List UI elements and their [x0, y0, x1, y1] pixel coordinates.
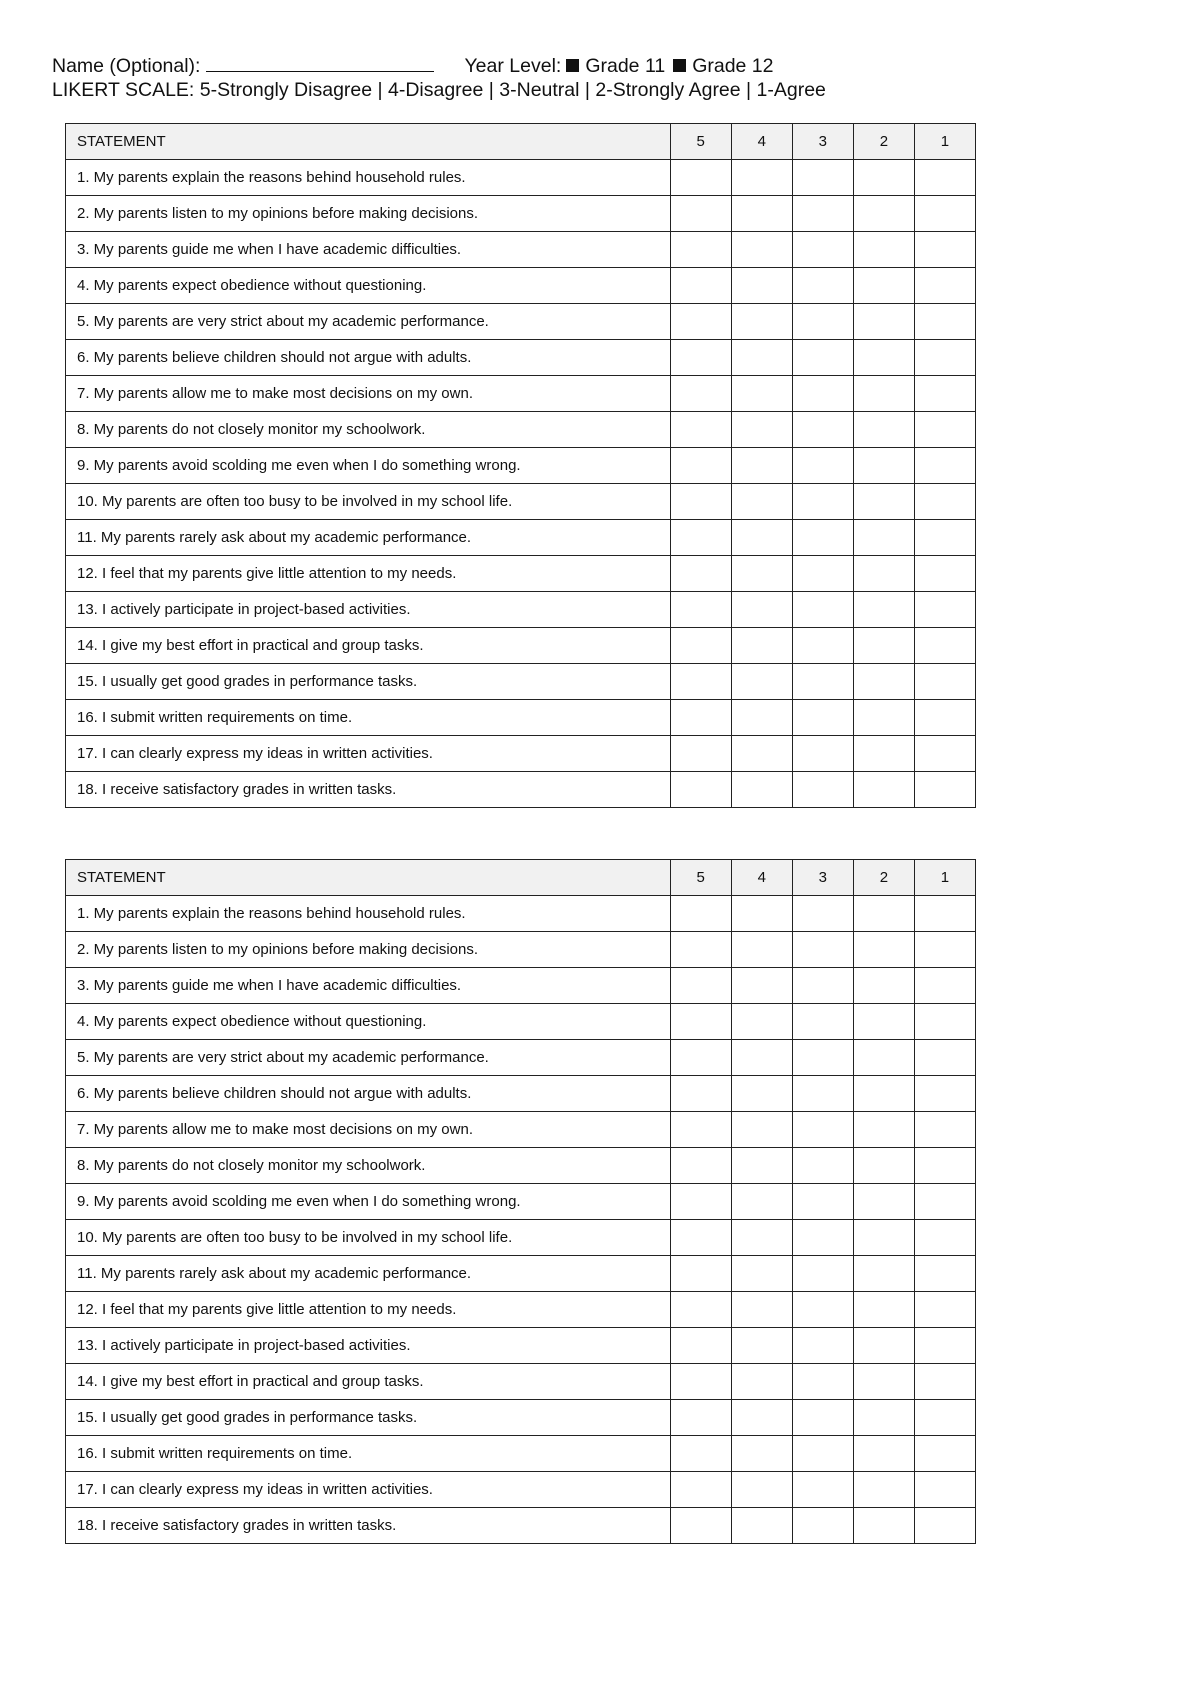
rating-2-cell[interactable] — [853, 1148, 914, 1184]
rating-4-cell[interactable] — [731, 736, 792, 772]
statement-column-header: STATEMENT — [66, 124, 671, 160]
table-row — [66, 1220, 976, 1256]
rating-4-cell[interactable] — [731, 932, 792, 968]
likert-table-2 — [65, 859, 976, 1544]
statement-text: 7. My parents allow me to make most decisions on my own. — [66, 1112, 671, 1148]
rating-2-cell[interactable] — [853, 376, 914, 412]
rating-1-cell[interactable] — [914, 664, 975, 700]
rating-3-cell[interactable] — [792, 772, 853, 808]
rating-3-cell[interactable] — [792, 304, 853, 340]
rating-1-cell[interactable] — [914, 700, 975, 736]
rating-1-cell[interactable] — [914, 340, 975, 376]
statement-text: 2. My parents listen to my opinions before making decisions. — [66, 196, 671, 232]
rating-1-cell[interactable] — [914, 520, 975, 556]
rating-5-cell[interactable] — [670, 1508, 731, 1544]
rating-5-cell[interactable] — [670, 1364, 731, 1400]
table-row — [66, 232, 976, 268]
table-row — [66, 1292, 976, 1328]
rating-3-cell[interactable] — [792, 160, 853, 196]
statement-text: 3. My parents guide me when I have academic difficulties. — [66, 232, 671, 268]
likert-scale-legend: LIKERT SCALE: 5-Strongly Disagree | 4-Disagree | 3-Neutral | 2-Strongly Agree | 1-Agree — [52, 79, 826, 101]
rating-4-cell[interactable] — [731, 592, 792, 628]
rating-1-cell[interactable] — [914, 736, 975, 772]
table-row — [66, 1112, 976, 1148]
rating-3-cell[interactable] — [792, 376, 853, 412]
table-row — [66, 896, 976, 932]
table-header-row — [66, 124, 976, 160]
rating-3-cell[interactable] — [792, 1364, 853, 1400]
rating-1-column-header: 1 — [914, 124, 975, 160]
statement-text: 13. I actively participate in project-based activities. — [66, 1328, 671, 1364]
statement-text: 18. I receive satisfactory grades in written tasks. — [66, 772, 671, 808]
rating-5-cell[interactable] — [670, 412, 731, 448]
rating-2-cell[interactable] — [853, 1400, 914, 1436]
rating-5-cell[interactable] — [670, 1112, 731, 1148]
table-row — [66, 1436, 976, 1472]
name-label: Name (Optional): — [52, 55, 201, 77]
rating-1-cell[interactable] — [914, 232, 975, 268]
rating-4-cell[interactable] — [731, 556, 792, 592]
grade-12-checkbox[interactable] — [673, 59, 686, 72]
rating-3-cell[interactable] — [792, 700, 853, 736]
rating-5-cell[interactable] — [670, 968, 731, 1004]
rating-2-cell[interactable] — [853, 1040, 914, 1076]
likert-table-1 — [65, 123, 976, 808]
table-row — [66, 448, 976, 484]
table-row — [66, 1364, 976, 1400]
table-row — [66, 520, 976, 556]
rating-3-cell[interactable] — [792, 1112, 853, 1148]
rating-3-cell[interactable] — [792, 1472, 853, 1508]
statement-column-header: STATEMENT — [66, 860, 671, 896]
rating-2-cell[interactable] — [853, 268, 914, 304]
rating-2-cell[interactable] — [853, 448, 914, 484]
table-row — [66, 736, 976, 772]
rating-1-cell[interactable] — [914, 592, 975, 628]
rating-2-cell[interactable] — [853, 1076, 914, 1112]
table-row — [66, 1004, 976, 1040]
statement-text: 5. My parents are very strict about my academic performance. — [66, 1040, 671, 1076]
rating-2-cell[interactable] — [853, 1508, 914, 1544]
table-row — [66, 484, 976, 520]
statement-text: 4. My parents expect obedience without questioning. — [66, 1004, 671, 1040]
rating-3-cell[interactable] — [792, 232, 853, 268]
rating-2-cell[interactable] — [853, 1184, 914, 1220]
rating-2-cell[interactable] — [853, 160, 914, 196]
rating-2-cell[interactable] — [853, 340, 914, 376]
rating-4-cell[interactable] — [731, 412, 792, 448]
rating-2-cell[interactable] — [853, 520, 914, 556]
table-row — [66, 376, 976, 412]
rating-5-cell[interactable] — [670, 628, 731, 664]
statement-text: 15. I usually get good grades in performance tasks. — [66, 664, 671, 700]
rating-5-cell[interactable] — [670, 664, 731, 700]
rating-4-cell[interactable] — [731, 1076, 792, 1112]
rating-5-cell[interactable] — [670, 196, 731, 232]
rating-4-cell[interactable] — [731, 1148, 792, 1184]
rating-5-cell[interactable] — [670, 1040, 731, 1076]
rating-4-cell[interactable] — [731, 1256, 792, 1292]
rating-1-cell[interactable] — [914, 1112, 975, 1148]
rating-2-cell[interactable] — [853, 304, 914, 340]
rating-1-cell[interactable] — [914, 376, 975, 412]
statement-text: 14. I give my best effort in practical and group tasks. — [66, 1364, 671, 1400]
rating-5-cell[interactable] — [670, 304, 731, 340]
rating-3-cell[interactable] — [792, 412, 853, 448]
rating-4-cell[interactable] — [731, 896, 792, 932]
rating-2-column-header: 2 — [853, 124, 914, 160]
name-year-line — [52, 53, 826, 78]
rating-4-cell[interactable] — [731, 1220, 792, 1256]
rating-4-cell[interactable] — [731, 196, 792, 232]
statement-text: 9. My parents avoid scolding me even when I do something wrong. — [66, 448, 671, 484]
rating-4-column-header: 4 — [731, 860, 792, 896]
rating-5-cell[interactable] — [670, 448, 731, 484]
rating-4-cell[interactable] — [731, 340, 792, 376]
rating-4-column-header: 4 — [731, 124, 792, 160]
rating-3-cell[interactable] — [792, 628, 853, 664]
statement-text: 6. My parents believe children should not argue with adults. — [66, 340, 671, 376]
table-row — [66, 556, 976, 592]
rating-1-cell[interactable] — [914, 412, 975, 448]
statement-text: 9. My parents avoid scolding me even when I do something wrong. — [66, 1184, 671, 1220]
rating-1-cell[interactable] — [914, 772, 975, 808]
rating-5-cell[interactable] — [670, 268, 731, 304]
rating-5-cell[interactable] — [670, 232, 731, 268]
rating-1-cell[interactable] — [914, 268, 975, 304]
rating-3-cell[interactable] — [792, 448, 853, 484]
table-row — [66, 700, 976, 736]
rating-3-cell[interactable] — [792, 1184, 853, 1220]
statement-text: 8. My parents do not closely monitor my schoolwork. — [66, 1148, 671, 1184]
name-field[interactable] — [206, 53, 434, 72]
rating-1-cell[interactable] — [914, 628, 975, 664]
rating-4-cell[interactable] — [731, 232, 792, 268]
statement-text: 13. I actively participate in project-based activities. — [66, 592, 671, 628]
statement-text: 11. My parents rarely ask about my academic performance. — [66, 520, 671, 556]
rating-4-cell[interactable] — [731, 1508, 792, 1544]
rating-4-cell[interactable] — [731, 1400, 792, 1436]
rating-5-cell[interactable] — [670, 1148, 731, 1184]
rating-4-cell[interactable] — [731, 772, 792, 808]
rating-5-cell[interactable] — [670, 1184, 731, 1220]
rating-1-cell[interactable] — [914, 1076, 975, 1112]
rating-3-cell[interactable] — [792, 1400, 853, 1436]
table-row — [66, 196, 976, 232]
grade-12-label: Grade 12 — [692, 55, 774, 77]
rating-2-cell[interactable] — [853, 1256, 914, 1292]
table-row — [66, 968, 976, 1004]
rating-5-cell[interactable] — [670, 1436, 731, 1472]
table-row — [66, 1076, 976, 1112]
rating-3-column-header: 3 — [792, 860, 853, 896]
table-row — [66, 1256, 976, 1292]
rating-5-cell[interactable] — [670, 376, 731, 412]
rating-4-cell[interactable] — [731, 968, 792, 1004]
rating-3-cell[interactable] — [792, 268, 853, 304]
table-row — [66, 268, 976, 304]
table-row — [66, 772, 976, 808]
rating-2-cell[interactable] — [853, 196, 914, 232]
statement-text: 7. My parents allow me to make most decisions on my own. — [66, 376, 671, 412]
statement-text: 11. My parents rarely ask about my academic performance. — [66, 1256, 671, 1292]
rating-1-cell[interactable] — [914, 932, 975, 968]
rating-1-cell[interactable] — [914, 1400, 975, 1436]
rating-2-cell[interactable] — [853, 556, 914, 592]
rating-1-cell[interactable] — [914, 1256, 975, 1292]
table-row — [66, 932, 976, 968]
rating-2-cell[interactable] — [853, 1220, 914, 1256]
rating-5-cell[interactable] — [670, 1220, 731, 1256]
statement-text: 14. I give my best effort in practical and group tasks. — [66, 628, 671, 664]
rating-5-cell[interactable] — [670, 1076, 731, 1112]
rating-4-cell[interactable] — [731, 1184, 792, 1220]
rating-4-cell[interactable] — [731, 1328, 792, 1364]
rating-3-cell[interactable] — [792, 736, 853, 772]
rating-3-cell[interactable] — [792, 1040, 853, 1076]
rating-5-cell[interactable] — [670, 932, 731, 968]
rating-5-cell[interactable] — [670, 520, 731, 556]
rating-3-cell[interactable] — [792, 484, 853, 520]
rating-3-cell[interactable] — [792, 556, 853, 592]
year-level-label: Year Level: — [464, 55, 562, 77]
statement-text: 17. I can clearly express my ideas in written activities. — [66, 736, 671, 772]
rating-1-cell[interactable] — [914, 1328, 975, 1364]
statement-text: 10. My parents are often too busy to be involved in my school life. — [66, 1220, 671, 1256]
rating-3-cell[interactable] — [792, 520, 853, 556]
rating-4-cell[interactable] — [731, 1292, 792, 1328]
rating-2-cell[interactable] — [853, 664, 914, 700]
rating-3-column-header: 3 — [792, 124, 853, 160]
rating-3-cell[interactable] — [792, 664, 853, 700]
grade-11-label: Grade 11 — [585, 55, 666, 77]
rating-1-cell[interactable] — [914, 484, 975, 520]
rating-5-cell[interactable] — [670, 700, 731, 736]
rating-1-cell[interactable] — [914, 1040, 975, 1076]
rating-4-cell[interactable] — [731, 1472, 792, 1508]
table-row — [66, 628, 976, 664]
rating-2-cell[interactable] — [853, 772, 914, 808]
rating-1-cell[interactable] — [914, 1436, 975, 1472]
rating-3-cell[interactable] — [792, 1508, 853, 1544]
statement-text: 18. I receive satisfactory grades in written tasks. — [66, 1508, 671, 1544]
rating-2-cell[interactable] — [853, 700, 914, 736]
statement-text: 3. My parents guide me when I have academic difficulties. — [66, 968, 671, 1004]
rating-2-cell[interactable] — [853, 628, 914, 664]
rating-1-cell[interactable] — [914, 1364, 975, 1400]
rating-5-cell[interactable] — [670, 1472, 731, 1508]
rating-3-cell[interactable] — [792, 196, 853, 232]
rating-5-cell[interactable] — [670, 1400, 731, 1436]
rating-1-cell[interactable] — [914, 1292, 975, 1328]
table-row — [66, 412, 976, 448]
grade-11-checkbox[interactable] — [566, 59, 579, 72]
rating-5-cell[interactable] — [670, 484, 731, 520]
rating-1-cell[interactable] — [914, 448, 975, 484]
rating-1-cell[interactable] — [914, 304, 975, 340]
statement-text: 16. I submit written requirements on time. — [66, 1436, 671, 1472]
rating-3-cell[interactable] — [792, 1256, 853, 1292]
rating-3-cell[interactable] — [792, 1436, 853, 1472]
statement-text: 6. My parents believe children should not argue with adults. — [66, 1076, 671, 1112]
table-row — [66, 1400, 976, 1436]
table-row — [66, 304, 976, 340]
statement-text: 1. My parents explain the reasons behind household rules. — [66, 160, 671, 196]
rating-5-column-header: 5 — [670, 124, 731, 160]
rating-3-cell[interactable] — [792, 1292, 853, 1328]
rating-5-cell[interactable] — [670, 1328, 731, 1364]
rating-5-cell[interactable] — [670, 556, 731, 592]
statement-text: 4. My parents expect obedience without questioning. — [66, 268, 671, 304]
rating-1-cell[interactable] — [914, 160, 975, 196]
rating-2-cell[interactable] — [853, 932, 914, 968]
table-row — [66, 1184, 976, 1220]
rating-3-cell[interactable] — [792, 968, 853, 1004]
rating-1-cell[interactable] — [914, 1184, 975, 1220]
rating-2-cell[interactable] — [853, 1472, 914, 1508]
rating-5-cell[interactable] — [670, 772, 731, 808]
rating-1-cell[interactable] — [914, 1472, 975, 1508]
rating-3-cell[interactable] — [792, 1148, 853, 1184]
rating-2-cell[interactable] — [853, 968, 914, 1004]
rating-3-cell[interactable] — [792, 1076, 853, 1112]
rating-2-cell[interactable] — [853, 1436, 914, 1472]
rating-1-cell[interactable] — [914, 1148, 975, 1184]
rating-2-column-header: 2 — [853, 860, 914, 896]
table-row — [66, 1472, 976, 1508]
statement-text: 16. I submit written requirements on time. — [66, 700, 671, 736]
statement-text: 10. My parents are often too busy to be involved in my school life. — [66, 484, 671, 520]
table-row — [66, 1508, 976, 1544]
statement-text: 12. I feel that my parents give little attention to my needs. — [66, 556, 671, 592]
rating-5-cell[interactable] — [670, 340, 731, 376]
rating-4-cell[interactable] — [731, 1436, 792, 1472]
rating-2-cell[interactable] — [853, 1328, 914, 1364]
rating-4-cell[interactable] — [731, 628, 792, 664]
rating-4-cell[interactable] — [731, 664, 792, 700]
table-row — [66, 664, 976, 700]
table-row — [66, 1148, 976, 1184]
rating-2-cell[interactable] — [853, 1292, 914, 1328]
rating-4-cell[interactable] — [731, 1004, 792, 1040]
rating-3-cell[interactable] — [792, 896, 853, 932]
rating-4-cell[interactable] — [731, 700, 792, 736]
rating-4-cell[interactable] — [731, 520, 792, 556]
rating-3-cell[interactable] — [792, 1004, 853, 1040]
rating-4-cell[interactable] — [731, 484, 792, 520]
table-header-row — [66, 860, 976, 896]
rating-2-cell[interactable] — [853, 232, 914, 268]
rating-2-cell[interactable] — [853, 736, 914, 772]
rating-1-cell[interactable] — [914, 896, 975, 932]
rating-2-cell[interactable] — [853, 592, 914, 628]
rating-4-cell[interactable] — [731, 448, 792, 484]
rating-4-cell[interactable] — [731, 160, 792, 196]
rating-5-cell[interactable] — [670, 1292, 731, 1328]
statement-text: 17. I can clearly express my ideas in written activities. — [66, 1472, 671, 1508]
rating-5-column-header: 5 — [670, 860, 731, 896]
rating-2-cell[interactable] — [853, 1112, 914, 1148]
rating-4-cell[interactable] — [731, 1040, 792, 1076]
rating-1-cell[interactable] — [914, 1508, 975, 1544]
table-row — [66, 340, 976, 376]
statement-text: 12. I feel that my parents give little attention to my needs. — [66, 1292, 671, 1328]
rating-1-cell[interactable] — [914, 1004, 975, 1040]
rating-4-cell[interactable] — [731, 376, 792, 412]
statement-text: 2. My parents listen to my opinions before making decisions. — [66, 932, 671, 968]
rating-3-cell[interactable] — [792, 932, 853, 968]
rating-3-cell[interactable] — [792, 592, 853, 628]
rating-3-cell[interactable] — [792, 340, 853, 376]
rating-5-cell[interactable] — [670, 896, 731, 932]
rating-4-cell[interactable] — [731, 304, 792, 340]
rating-1-cell[interactable] — [914, 1220, 975, 1256]
statement-text: 5. My parents are very strict about my academic performance. — [66, 304, 671, 340]
rating-5-cell[interactable] — [670, 736, 731, 772]
rating-3-cell[interactable] — [792, 1220, 853, 1256]
rating-1-cell[interactable] — [914, 196, 975, 232]
statement-text: 1. My parents explain the reasons behind household rules. — [66, 896, 671, 932]
rating-2-cell[interactable] — [853, 1364, 914, 1400]
table-row — [66, 592, 976, 628]
statement-text: 8. My parents do not closely monitor my schoolwork. — [66, 412, 671, 448]
rating-1-column-header: 1 — [914, 860, 975, 896]
rating-2-cell[interactable] — [853, 484, 914, 520]
rating-5-cell[interactable] — [670, 1256, 731, 1292]
rating-1-cell[interactable] — [914, 968, 975, 1004]
rating-4-cell[interactable] — [731, 268, 792, 304]
table-row — [66, 1328, 976, 1364]
rating-4-cell[interactable] — [731, 1364, 792, 1400]
table-row — [66, 1040, 976, 1076]
rating-5-cell[interactable] — [670, 160, 731, 196]
table-row — [66, 160, 976, 196]
rating-2-cell[interactable] — [853, 412, 914, 448]
rating-2-cell[interactable] — [853, 1004, 914, 1040]
rating-5-cell[interactable] — [670, 592, 731, 628]
rating-4-cell[interactable] — [731, 1112, 792, 1148]
statement-text: 15. I usually get good grades in performance tasks. — [66, 1400, 671, 1436]
rating-1-cell[interactable] — [914, 556, 975, 592]
rating-2-cell[interactable] — [853, 896, 914, 932]
rating-5-cell[interactable] — [670, 1004, 731, 1040]
form-header — [52, 53, 826, 102]
rating-3-cell[interactable] — [792, 1328, 853, 1364]
